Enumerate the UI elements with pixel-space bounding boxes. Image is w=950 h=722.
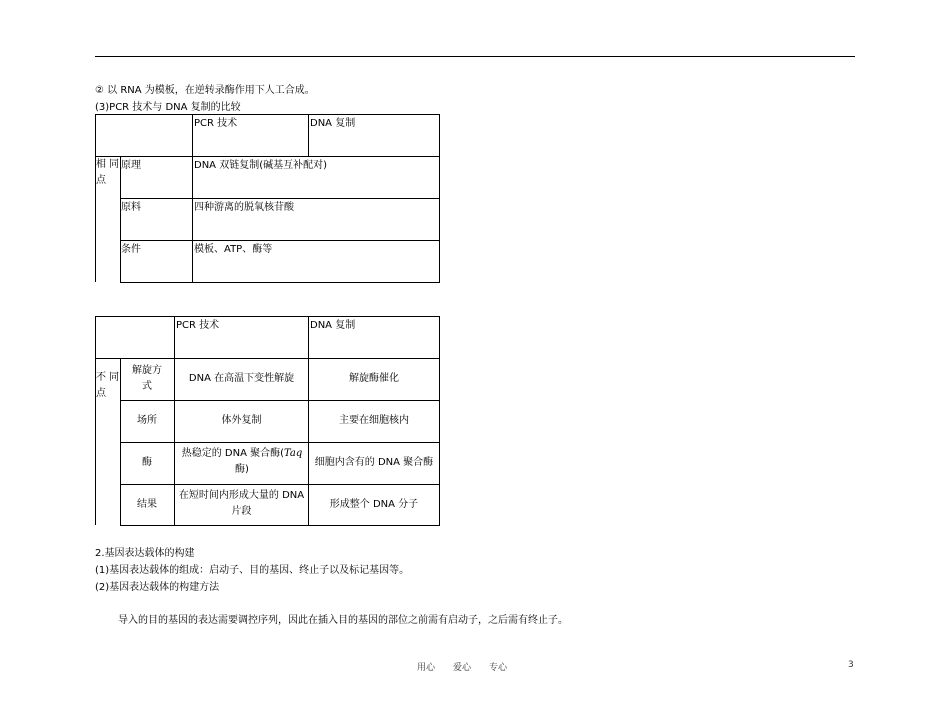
table2-row-label: 解旋方式 — [132, 365, 162, 392]
table2-dna-value: 形成整个 DNA 分子 — [329, 499, 419, 510]
table2-row-label: 酶 — [142, 457, 152, 468]
table2-dna-value: 解旋酶催化 — [349, 373, 399, 384]
table1-group-label: 相 同 点 — [96, 159, 120, 186]
table2-left-border — [95, 316, 96, 525]
footer-motto: 用心 爱心 专心 — [417, 663, 508, 673]
table1-row-label: 条件 — [121, 244, 141, 255]
enzyme-text-post: 酶) — [235, 464, 249, 475]
table1-row-divider — [120, 240, 440, 241]
table2-col-divider — [308, 316, 309, 525]
table2-row-divider — [120, 484, 440, 485]
table1-right-border — [439, 114, 440, 282]
table2-row-label: 结果 — [137, 499, 157, 510]
table2-pcr-value: 体外复制 — [221, 415, 262, 426]
table2-header-dna: DNA 复制 — [310, 320, 356, 331]
text-line-comparison-title: (3)PCR 技术与 DNA 复制的比较 — [95, 102, 241, 113]
section-item-method: (2)基因表达载体的构建方法 — [95, 582, 220, 593]
table2-col-divider — [174, 316, 175, 525]
table2-dna-value: 主要在细胞核内 — [339, 415, 409, 426]
table2-right-border — [439, 316, 440, 525]
table1-row-value: DNA 双链复制(碱基互补配对) — [194, 160, 328, 171]
table2-row-divider — [120, 442, 440, 443]
table1-row-label: 原理 — [121, 160, 141, 171]
table2-group-divider — [120, 358, 121, 525]
table2-header-pcr: PCR 技术 — [176, 320, 220, 331]
table2-pcr-value: DNA 在高温下变性解旋 — [188, 373, 295, 384]
table2-row-label: 场所 — [137, 415, 157, 426]
table2-header-bottom — [95, 358, 440, 359]
enzyme-text-pre: 热稳定的 DNA 聚合酶( — [181, 448, 284, 459]
taq-italic: Taq — [284, 448, 303, 459]
table2-row-divider — [120, 400, 440, 401]
table1-left-border — [95, 114, 96, 282]
table1-row-label: 原料 — [121, 202, 141, 213]
section-item-composition: (1)基因表达载体的组成：启动子、目的基因、终止子以及标记基因等。 — [95, 565, 410, 576]
table1-header-pcr: PCR 技术 — [194, 118, 238, 129]
section-paragraph: 导入的目的基因的表达需要调控序列，因此在插入目的基因的部位之前需有启动子，之后需有终止子。 — [118, 615, 568, 626]
table1-top-border — [95, 114, 440, 115]
header-rule — [95, 56, 855, 57]
section-title: 2.基因表达载体的构建 — [95, 548, 195, 559]
table2-dna-value: 细胞内含有的 DNA 聚合酶 — [314, 457, 434, 468]
table1-col-divider — [192, 114, 193, 282]
table1-col-divider — [308, 114, 309, 157]
table2-pcr-value: 在短时间内形成大量的 DNA 片段 — [178, 490, 305, 517]
table1-group-divider — [120, 156, 121, 282]
table1-bottom-border — [120, 282, 440, 283]
table1-header-bottom — [95, 156, 440, 157]
text-line-rna-template: ② 以 RNA 为模板，在逆转录酶作用下人工合成。 — [95, 85, 315, 96]
table1-row-value: 四种游离的脱氧核苷酸 — [194, 202, 294, 213]
table2-top-border — [95, 316, 440, 317]
table2-bottom-border — [120, 525, 440, 526]
table1-row-divider — [120, 198, 440, 199]
table2-pcr-value — [178, 446, 306, 478]
table1-row-value: 模板、ATP、酶等 — [194, 244, 273, 255]
page-number: 3 — [848, 660, 854, 670]
table1-header-dna: DNA 复制 — [310, 118, 356, 129]
table2-group-label: 不 同 点 — [96, 372, 120, 399]
